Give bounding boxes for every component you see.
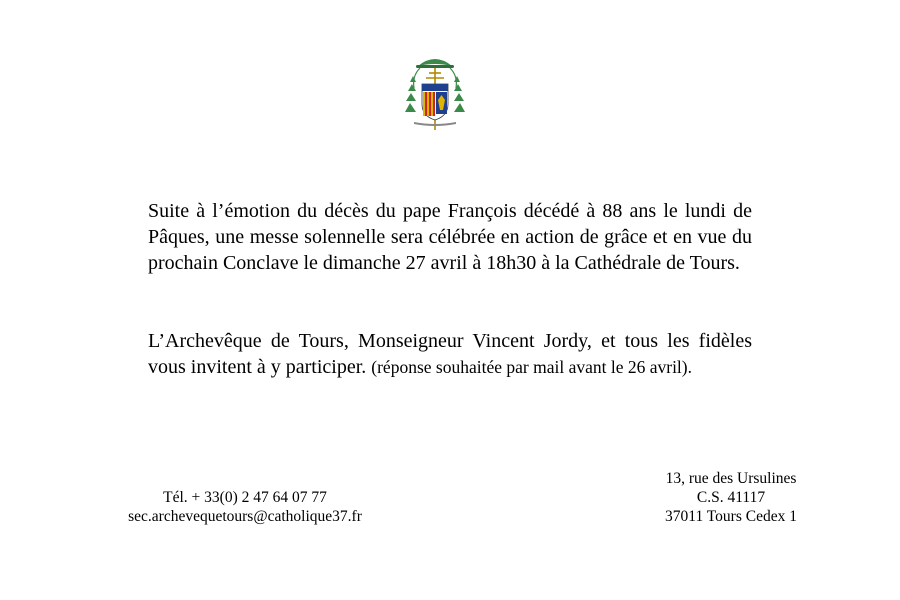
tassels-right — [454, 76, 465, 112]
phone-number: Tél. + 33(0) 2 47 64 07 77 — [163, 489, 327, 506]
hat-brim — [416, 65, 454, 68]
announcement-paragraph: Suite à l’émotion du décès du pape François décédé à 88 ans le lundi de Pâques, une messe solennelle sera célébrée en action de grâce et en vue du prochain Conclave le dimanche 27 avril à 18h30 à la Cathédrale de Tours. — [148, 200, 752, 274]
rsvp-note: (réponse souhaitée par mail avant le 26 avril). — [371, 357, 692, 377]
contact-block — [100, 488, 390, 526]
shield — [422, 84, 448, 120]
postal-address — [620, 469, 842, 526]
address-cs: C.S. 41117 — [696, 489, 766, 506]
address-street: 13, rue des Ursulines — [665, 470, 797, 487]
invitation-paragraph — [148, 328, 752, 380]
tassels-left — [405, 76, 416, 112]
archbishop-coat-of-arms-icon — [404, 54, 466, 132]
invitation-text: L’Archevêque de Tours, Monseigneur Vincent Jordy, et tous les fidèles vous invitent à y participer. — [148, 330, 752, 378]
galero-hat — [418, 59, 452, 66]
email-address: sec.archevequetours@catholique37.fr — [128, 508, 362, 525]
address-city: 37011 Tours Cedex 1 — [665, 508, 797, 525]
